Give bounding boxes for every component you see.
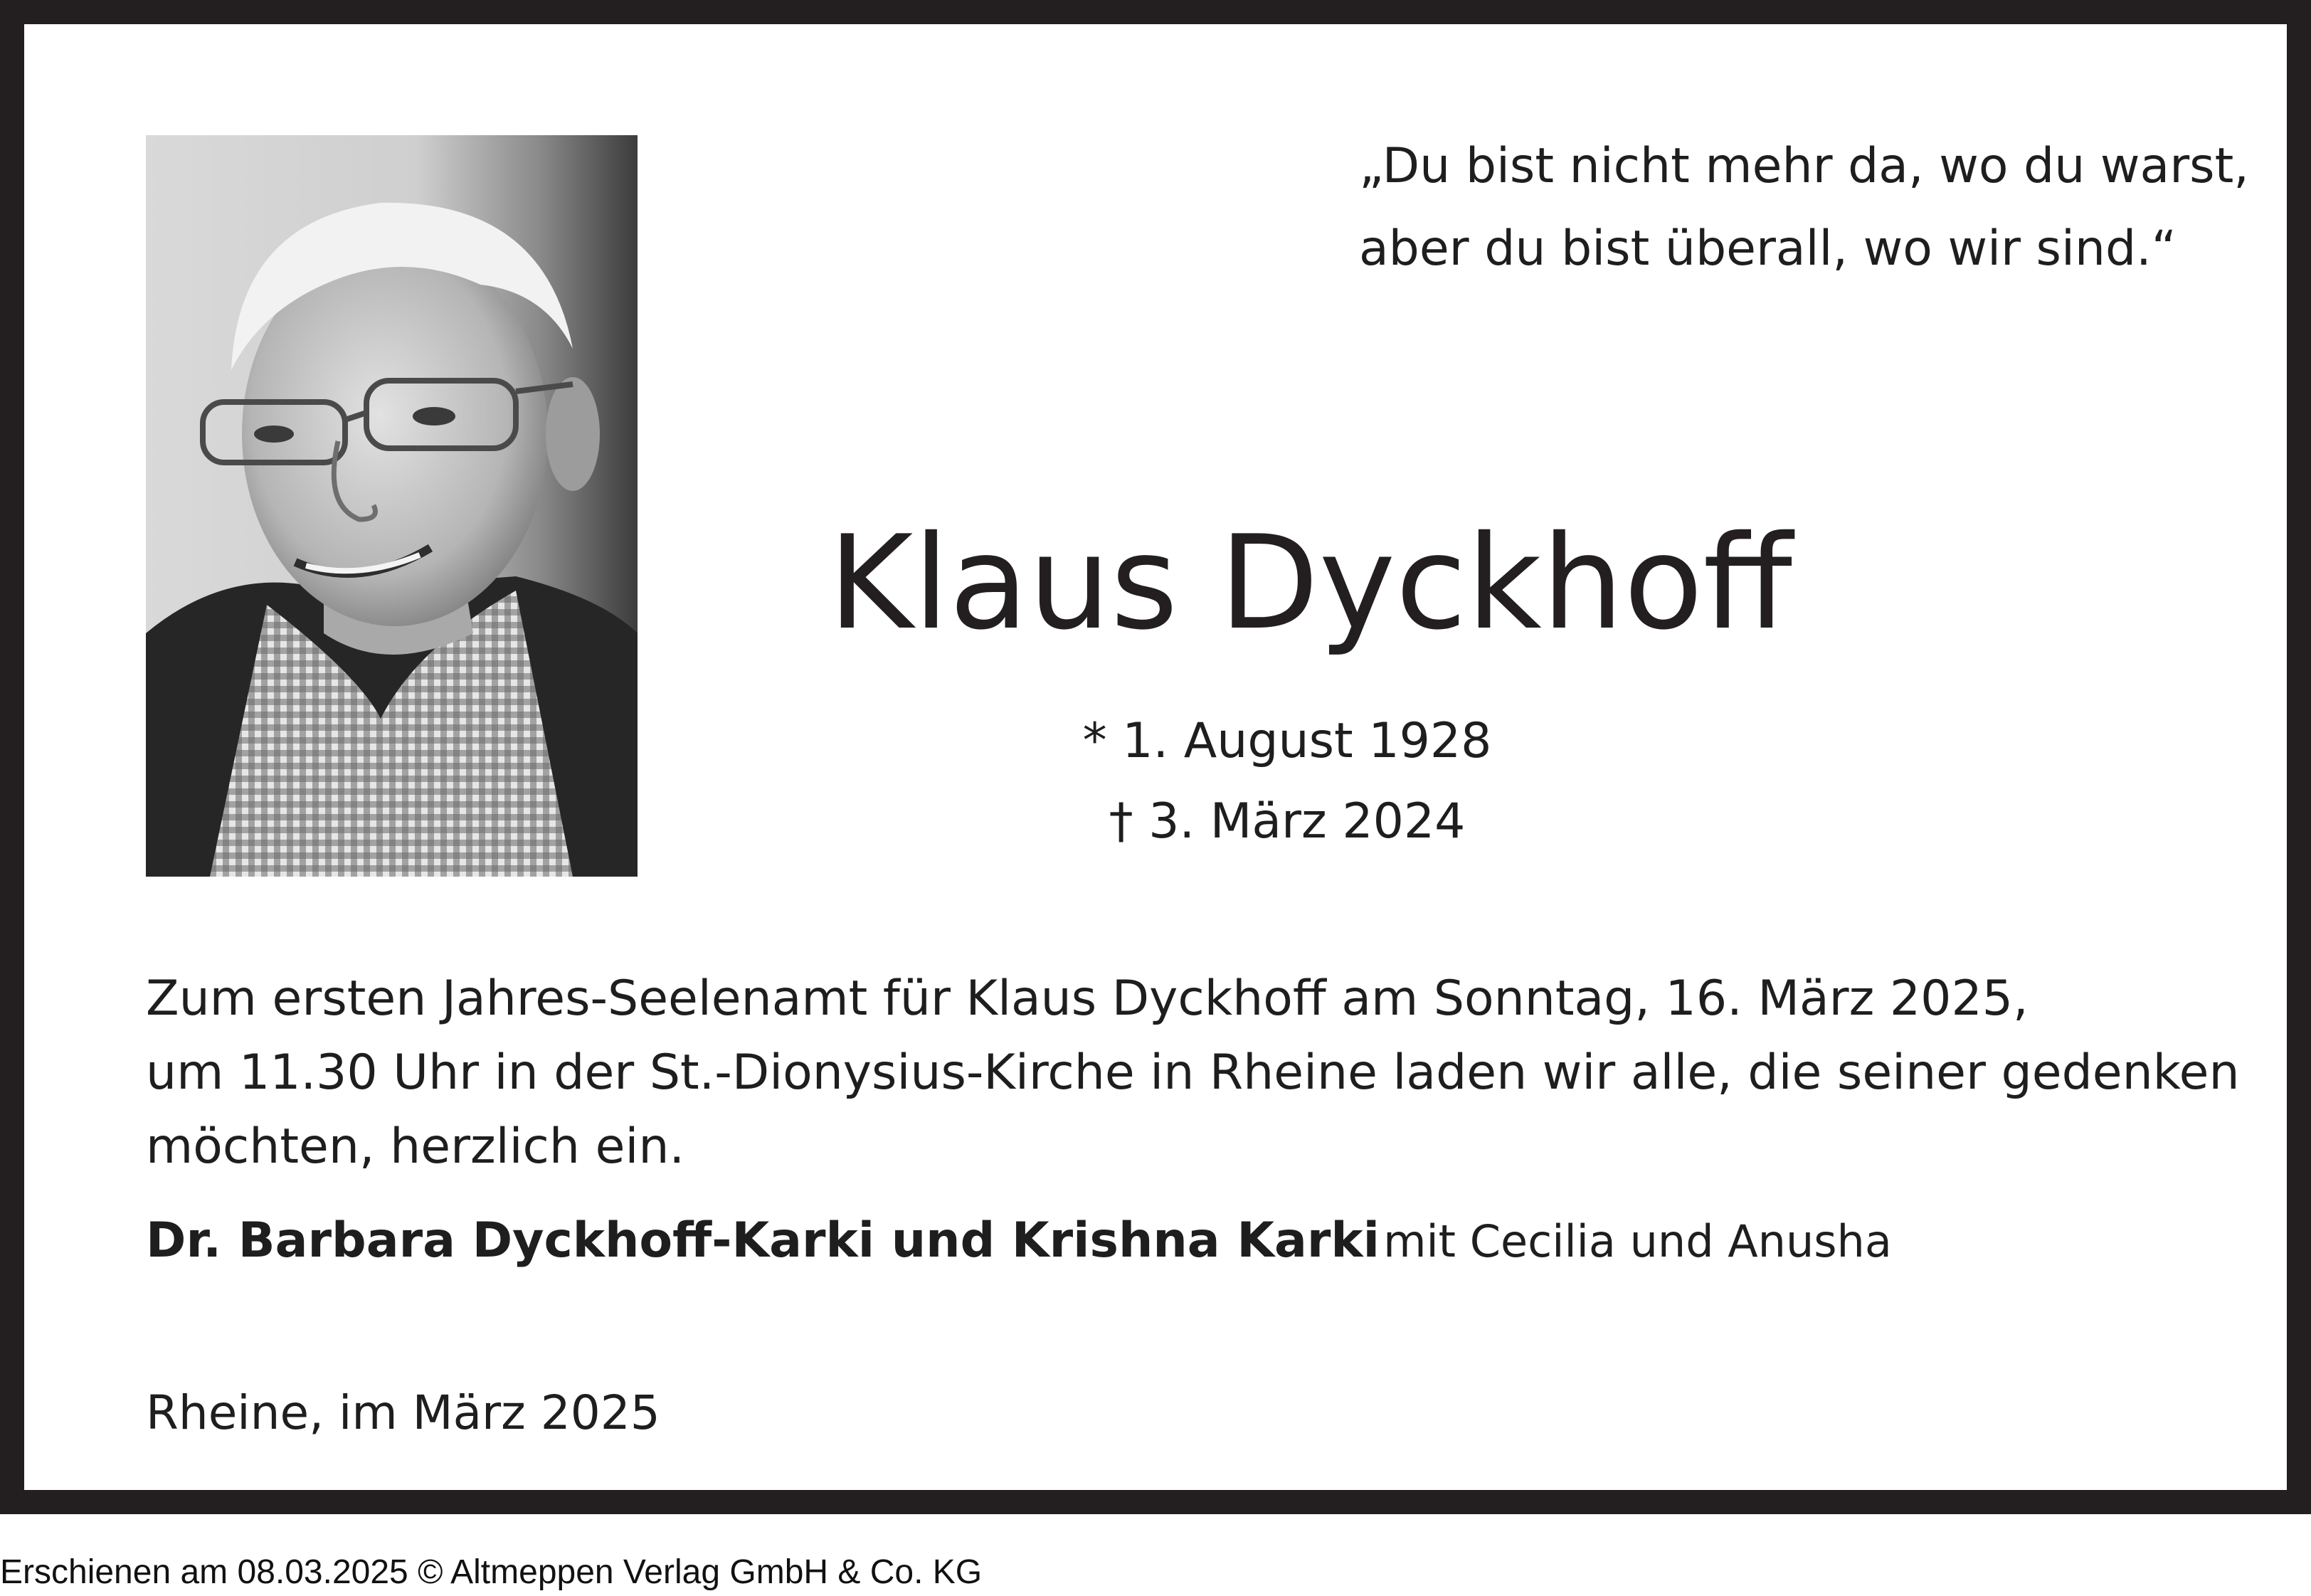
- invitation-line-2: um 11.30 Uhr in der St.-Dionysius-Kirche in Rheine laden wir alle, die seiner gedenken: [146, 1045, 2240, 1101]
- birth-date: * 1. August 1928: [1082, 713, 1492, 769]
- signers: [146, 1202, 2209, 1292]
- invitation-text: [146, 962, 2252, 1184]
- invitation-line-3: möchten, herzlich ein.: [146, 1119, 685, 1175]
- invitation-line-1: Zum ersten Jahres-Seelenamt für Klaus Dyckhoff am Sonntag, 16. März 2025,: [146, 971, 2029, 1027]
- quote-line-2: aber du bist überall, wo wir sind.“: [1359, 221, 2177, 277]
- signers-rest: mit Cecilia und Anusha: [1383, 1215, 1892, 1267]
- quote-line-1: „Du bist nicht mehr da, wo du warst,: [1359, 138, 2249, 194]
- portrait-image: [146, 135, 638, 877]
- place-date: Rheine, im März 2025: [146, 1385, 660, 1440]
- signers-main: Dr. Barbara Dyckhoff-Karki und Krishna Karki: [146, 1212, 1380, 1269]
- publication-footer: Erschienen am 08.03.2025 © Altmeppen Verlag GmbH & Co. KG: [0, 1553, 983, 1591]
- quote: [1359, 125, 2284, 290]
- portrait-photo: [146, 135, 638, 877]
- death-date: † 3. März 2024: [1109, 793, 1466, 850]
- deceased-name: Klaus Dyckhoff: [828, 507, 1792, 658]
